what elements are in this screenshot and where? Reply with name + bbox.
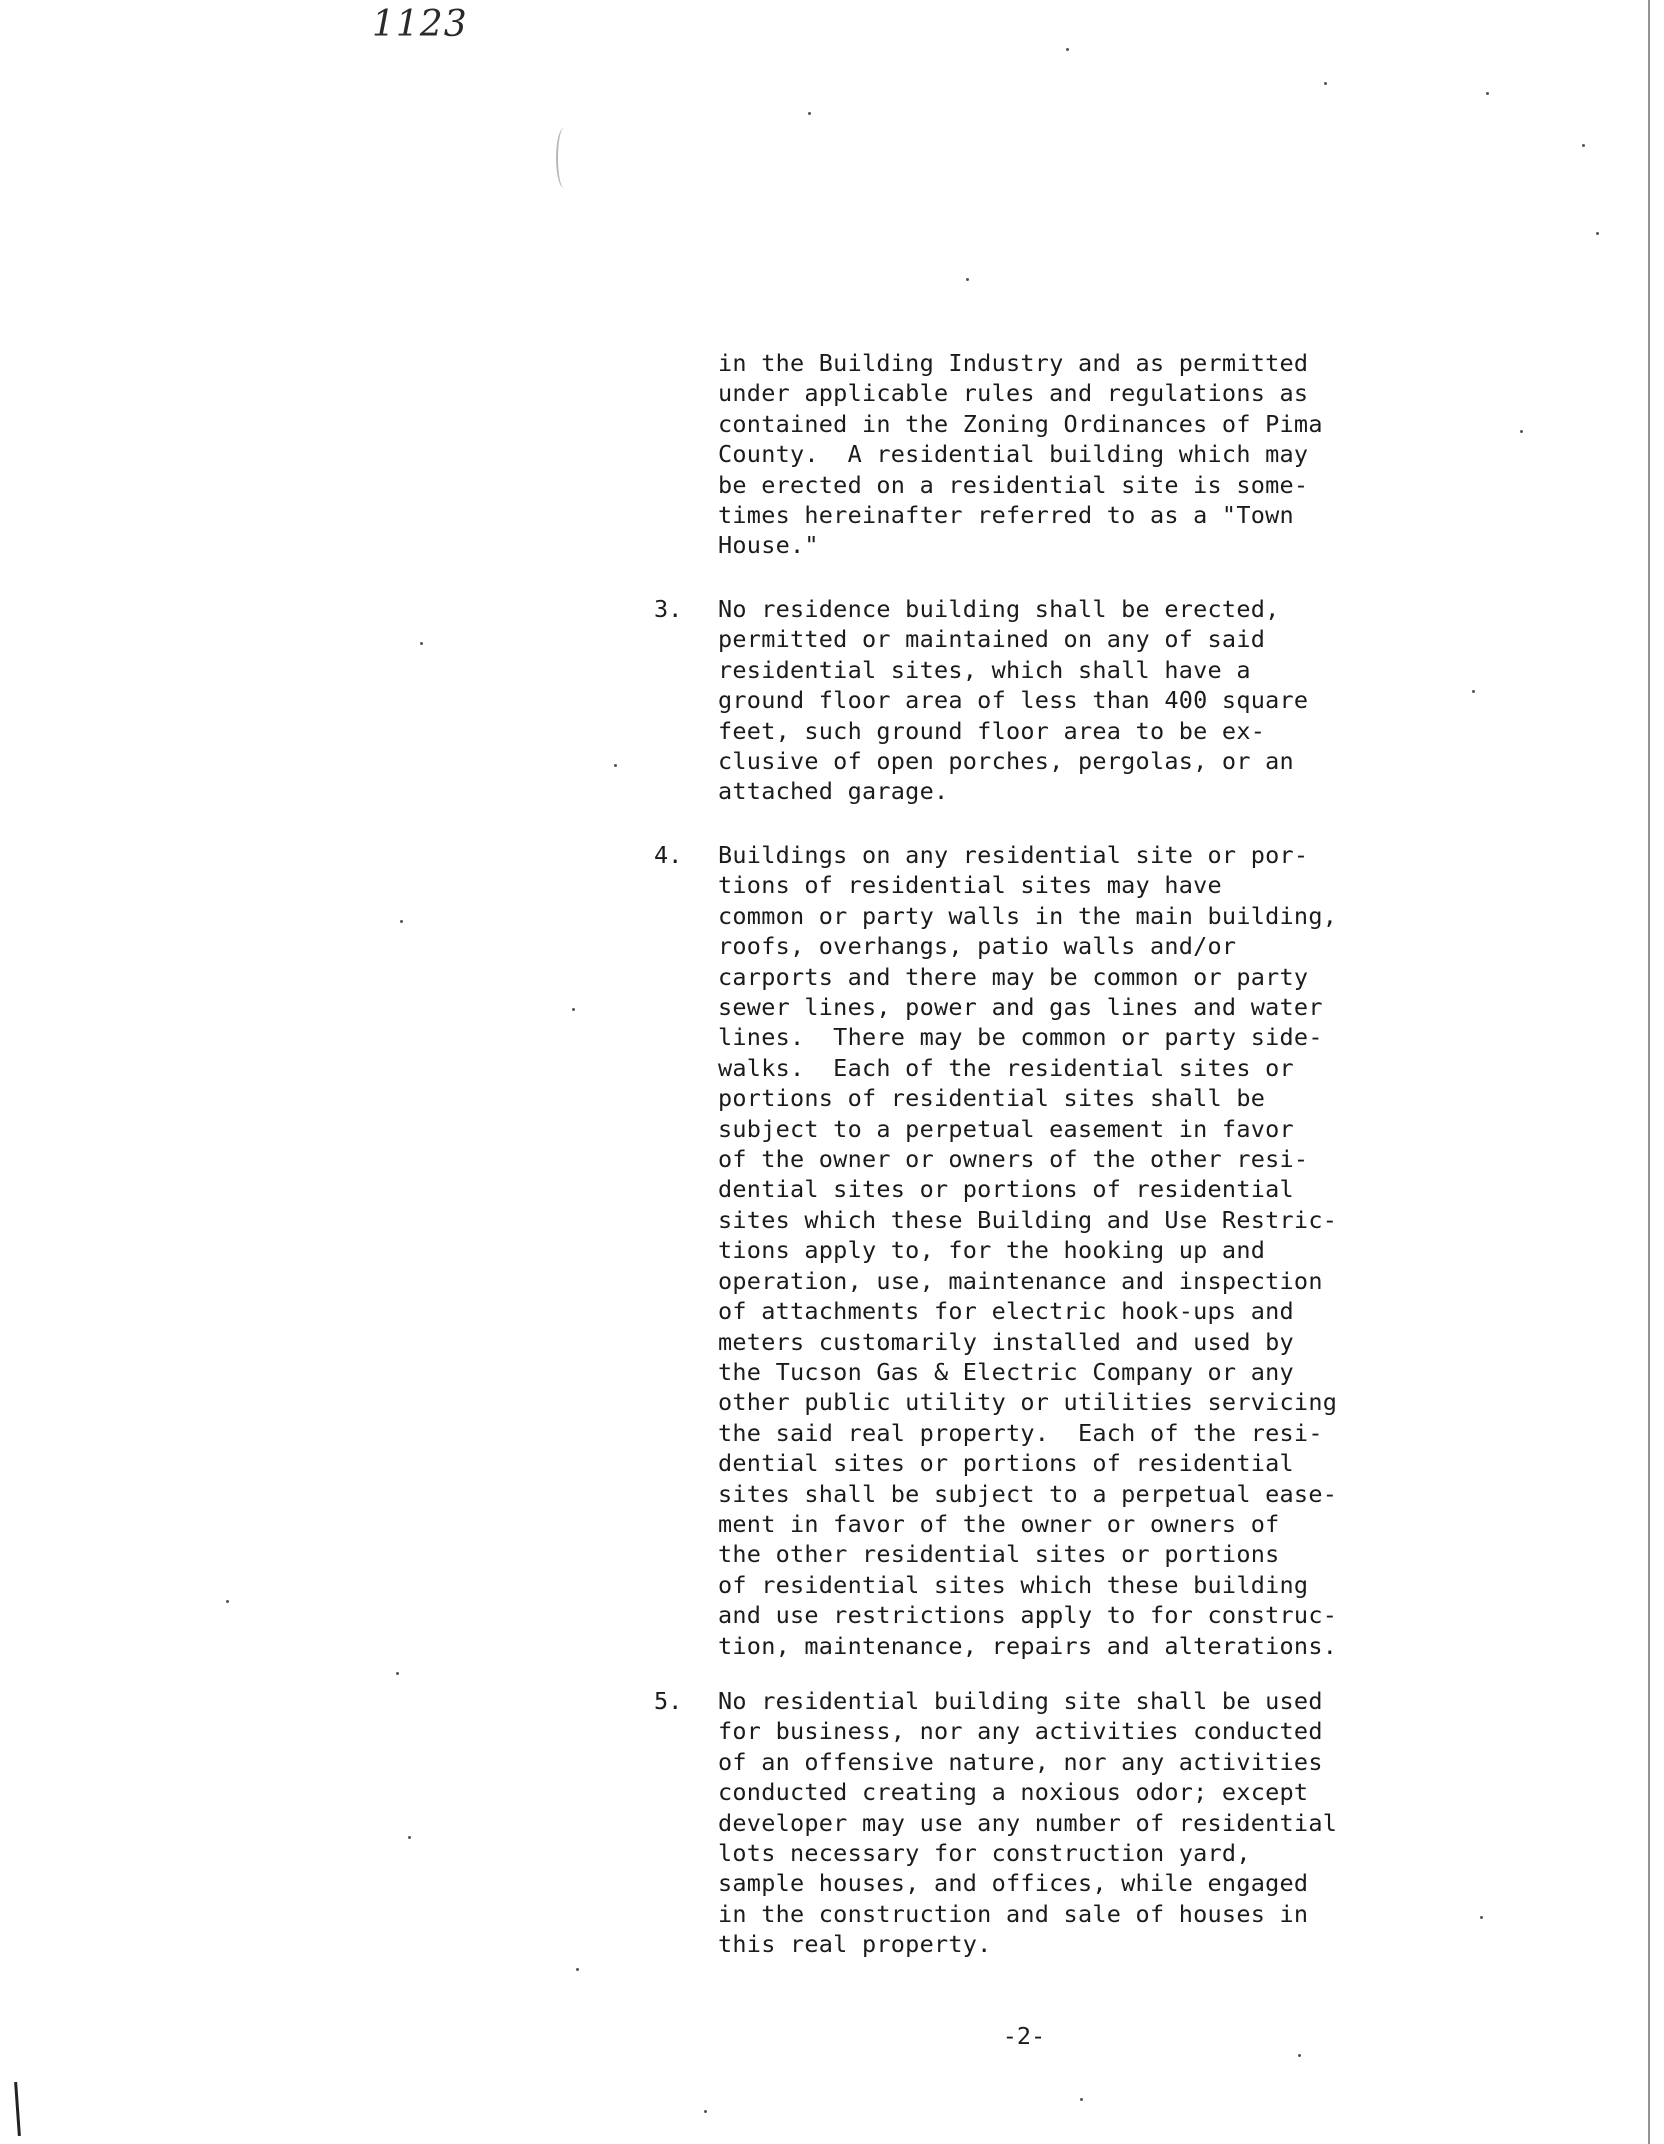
margin-stroke: [14, 2082, 21, 2136]
scan-speck: [1486, 92, 1489, 95]
scan-speck: [1480, 1916, 1483, 1919]
scan-speck: [1080, 2098, 1083, 2101]
scan-speck: [1596, 232, 1599, 235]
page-number: -2-: [1002, 2022, 1046, 2050]
scan-speck: [400, 920, 403, 923]
scan-speck: [420, 642, 423, 645]
scan-speck: [1582, 144, 1585, 147]
handwritten-page-mark: 1123: [372, 4, 468, 45]
scan-speck: [808, 112, 811, 115]
scan-speck: [226, 1600, 229, 1603]
item-number: 4.: [654, 841, 683, 869]
scan-speck: [1520, 430, 1523, 433]
item-paragraph: No residential building site shall be used for business, nor any activities conducted of an offensive nature, nor any activities conducted creating a noxious odor; except developer may use any number of residential lots necessary for construction yard, sample houses, and offices, while engaged in the construction and sale of houses in this real property.: [718, 1687, 1338, 1959]
scan-speck: [1066, 48, 1069, 51]
scan-speck: [614, 764, 617, 767]
scan-speck: [1472, 690, 1475, 693]
item-number: 3.: [654, 595, 683, 623]
item-paragraph: No residence building shall be erected, permitted or maintained on any of said residential sites, which shall have a ground floor area of less than 400 square feet, such ground floor area to be ex- clusive of open porches, pergolas, or an attached garage.: [718, 595, 1309, 806]
scan-speck: [966, 278, 969, 281]
continuation-paragraph: in the Building Industry and as permitted under applicable rules and regulations as contained in the Zoning Ordinances of Pima County. A residential building which may be erected on a residential site is some- times hereinafter referred to as a "Town House.": [718, 349, 1323, 560]
stray-mark: [556, 128, 572, 188]
item-paragraph: Buildings on any residential site or por- tions of residential sites may have common or party walls in the main building, roofs, overhangs, patio walls and/or carports and there may be common or party sewer lines, power and gas lines and water lines. There may be common or party side- walks. Each of the residential sites or portions of residential sites shall be subject to a perpetual easement in favor of the owner or owners of the other resi- dential sites or portions of residential sites which these Building and Use Restric- tions apply to, for the hooking up and operation, use, maintenance and inspection of attachments for electric hook-ups and meters customarily installed and used by the Tucson Gas & Electric Company or any other public utility or utilities servicing the said real property. Each of the resi- dential sites or portions of residential sites shall be subject to a perpetual ease- ment in favor of the owner or owners of the other residential sites or portions of residential sites which these building and use restrictions apply to for construc- tion, maintenance, repairs and alterations.: [718, 841, 1338, 1660]
scan-speck: [576, 1968, 579, 1971]
page-edge-shadow: [1648, 0, 1650, 2144]
scan-speck: [1324, 82, 1327, 85]
scan-speck: [408, 1836, 411, 1839]
scan-speck: [396, 1672, 399, 1675]
item-number: 5.: [654, 1687, 683, 1715]
scan-speck: [572, 1008, 575, 1011]
scan-speck: [704, 2110, 707, 2113]
scan-speck: [1298, 2054, 1301, 2057]
